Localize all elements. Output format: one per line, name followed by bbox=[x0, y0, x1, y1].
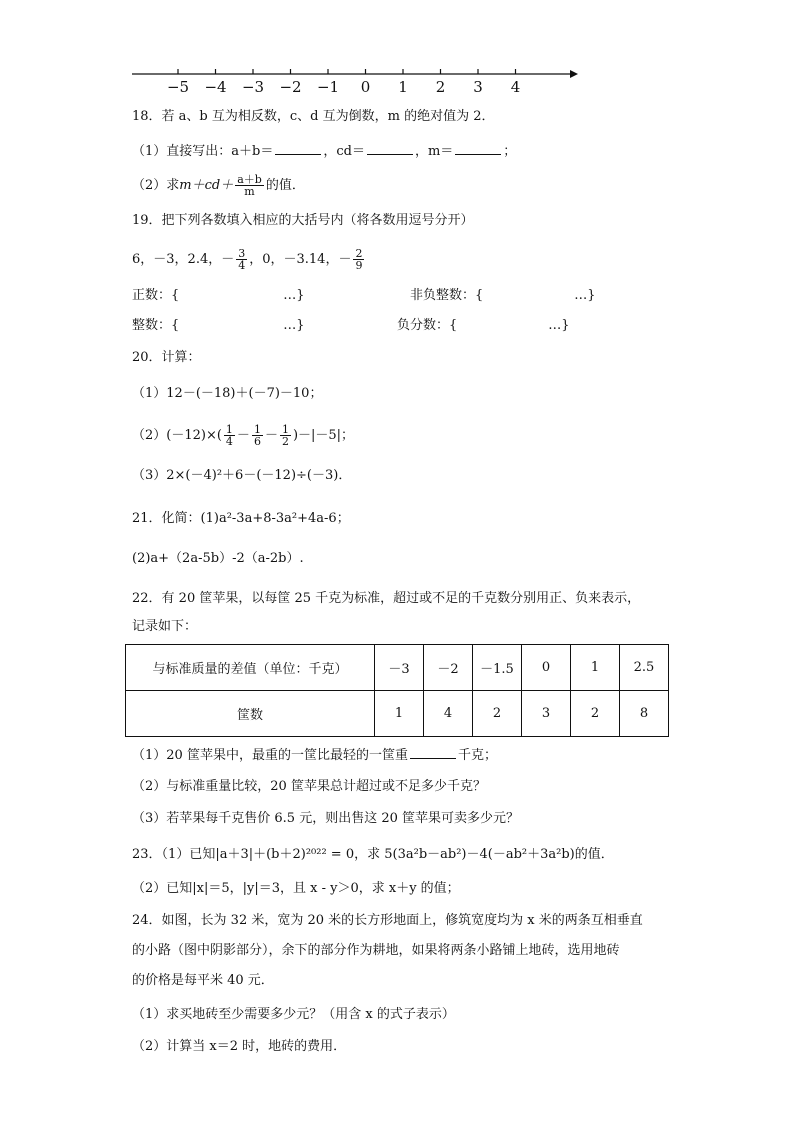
q20-part1: （1）12－(－18)＋(－7)－10； bbox=[132, 386, 323, 401]
q24-line3: 的价格是每平米 40 元． bbox=[132, 973, 274, 988]
number-line-label: −4 bbox=[204, 78, 227, 96]
q18-part1: （1）直接写出：a＋b＝ ，cd＝ ，m＝ ； bbox=[132, 144, 517, 159]
q19-stem: 19．把下列各数填入相应的大括号内（将各数用逗号分开） bbox=[132, 213, 474, 228]
number-line-label: −1 bbox=[316, 78, 340, 96]
q19-integer: 整数：{ …} bbox=[132, 318, 305, 333]
table-cell: 2.5 bbox=[620, 645, 669, 691]
table-cell: 1 bbox=[571, 645, 620, 691]
table-cell: 3 bbox=[522, 691, 571, 737]
q22-part1: （1）20 筐苹果中，最重的一筐比最轻的一筐重 千克； bbox=[132, 748, 497, 763]
number-line bbox=[0, 0, 794, 100]
q19-neg-frac: 负分数：{ …} bbox=[397, 318, 570, 333]
table-row bbox=[126, 691, 669, 737]
number-line-label: 1 bbox=[398, 78, 408, 96]
q23-part2: （2）已知|x|＝5，|y|＝3，且 x - y＞0，求 x＋y 的值； bbox=[132, 881, 460, 896]
row-header: 筐数 bbox=[126, 691, 375, 737]
table-cell: 2 bbox=[473, 691, 522, 737]
table-cell: －3 bbox=[375, 645, 424, 691]
q22-line2: 记录如下： bbox=[132, 619, 198, 634]
table-row bbox=[126, 645, 669, 691]
number-line-label: 0 bbox=[360, 78, 371, 96]
table-cell: 2 bbox=[571, 691, 620, 737]
answer-blank[interactable] bbox=[410, 746, 456, 759]
table-cell: －2 bbox=[424, 645, 473, 691]
q22-line1: 22．有 20 筐苹果，以每筐 25 千克为标准，超过或不足的千克数分别用正、负来表示， bbox=[132, 591, 641, 606]
row-header: 与标准质量的差值（单位：千克） bbox=[126, 645, 375, 691]
q19-numbers: 6，－3，2.4，－ $\frac{3}{4}$ ，0，－3.14，－ $\frac{2}{9}$ bbox=[132, 247, 363, 272]
answer-blank[interactable] bbox=[367, 142, 413, 155]
number-line-label: −2 bbox=[279, 78, 302, 96]
table-cell: －1.5 bbox=[473, 645, 522, 691]
number-line-label: −3 bbox=[241, 78, 265, 96]
q24-line1: 24．如图，长为 32 米，宽为 20 米的长方形地面上，修筑宽度均为 x 米的两条互相垂直 bbox=[132, 913, 643, 928]
q20-part2: （2）(－12)×( $\frac{1}{4}$ － $\frac{1}{6}$ － $\frac{1}{2}$ )－|－5|； bbox=[132, 423, 355, 448]
q18-stem: 18．若 a、b 互为相反数，c、d 互为倒数，m 的绝对值为 2． bbox=[132, 109, 495, 124]
q22-part2: （2）与标准重量比较，20 筐苹果总计超过或不足多少千克？ bbox=[132, 779, 486, 794]
table-cell: 1 bbox=[375, 691, 424, 737]
q23-part1: 23．（1）已知|a＋3|＋(b＋2)²⁰²² = 0，求 5(3a²b－ab²)－4(－ab²＋3a²b)的值． bbox=[132, 847, 614, 862]
q21-part1: 21．化简：(1)a²-3a+8-3a²+4a-6； bbox=[132, 511, 350, 526]
q24-line2: 的小路（图中阴影部分），余下的部分作为耕地，如果将两条小路铺上地砖，选用地砖 bbox=[132, 943, 620, 958]
q19-nonneg-int: 非负整数：{ …} bbox=[410, 288, 596, 303]
number-line-label: 2 bbox=[435, 78, 446, 96]
record-table bbox=[125, 644, 669, 737]
q18-part2: （2）求m＋cd＋ $\frac{a+b}{m}$ 的值． bbox=[132, 173, 305, 198]
number-line-label: −5 bbox=[166, 78, 190, 96]
q22-part3: （3）若苹果每千克售价 6.5 元，则出售这 20 筐苹果可卖多少元？ bbox=[132, 811, 520, 826]
q20-stem: 20．计算： bbox=[132, 350, 201, 365]
table-cell: 8 bbox=[620, 691, 669, 737]
q21-part2: (2)a+（2a-5b）-2（a-2b）. bbox=[132, 551, 304, 566]
number-line-label: 4 bbox=[510, 78, 521, 96]
answer-blank[interactable] bbox=[275, 142, 321, 155]
number-line-label: 3 bbox=[473, 78, 483, 96]
q24-part2: （2）计算当 x＝2 时，地砖的费用． bbox=[132, 1039, 347, 1054]
table-cell: 4 bbox=[424, 691, 473, 737]
table-cell: 0 bbox=[522, 645, 571, 691]
q24-part1: （1）求买地砖至少需要多少元？（用含 x 的式子表示） bbox=[132, 1007, 455, 1022]
q19-positive: 正数：{ …} bbox=[132, 288, 305, 303]
answer-blank[interactable] bbox=[455, 142, 501, 155]
q20-part3: （3）2×(－4)²＋6－(－12)÷(－3)． bbox=[132, 468, 352, 483]
